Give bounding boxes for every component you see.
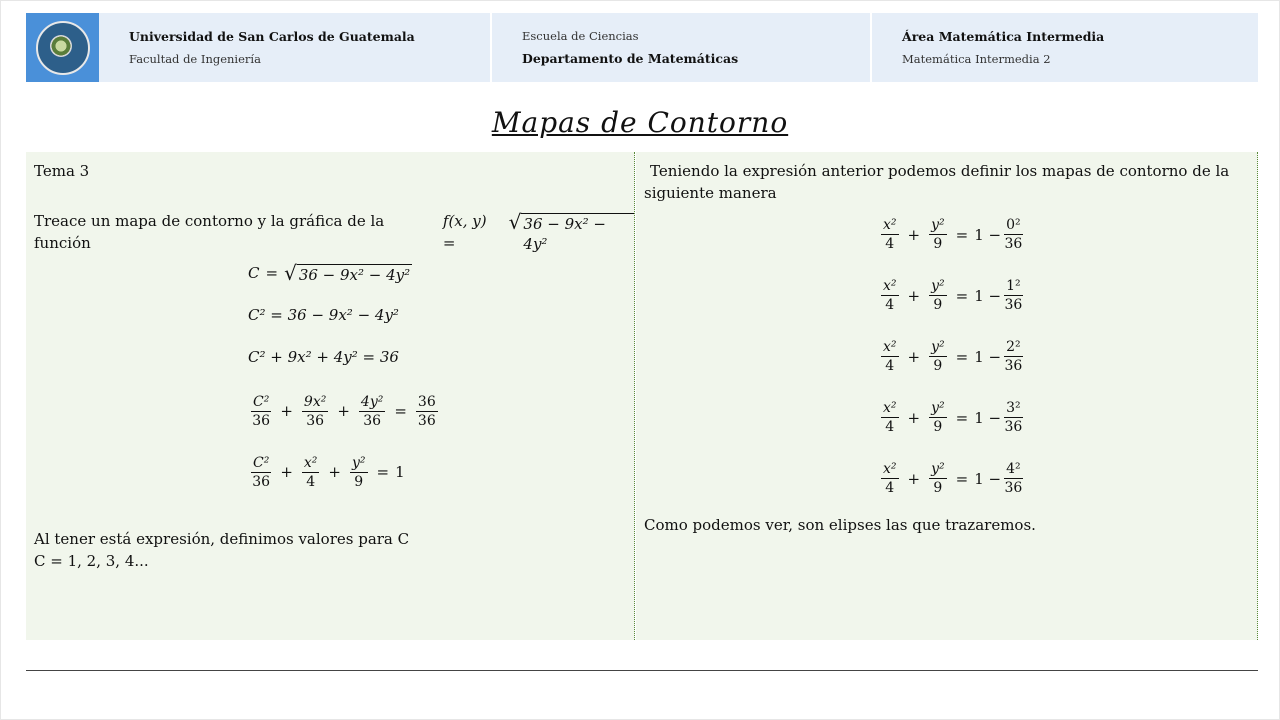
numerator: 3² bbox=[1006, 400, 1021, 416]
eq3-text: C² + 9x² + 4y² = 36 bbox=[248, 348, 399, 366]
numerator: x² bbox=[883, 400, 897, 416]
derivation bbox=[248, 252, 441, 500]
numerator: x² bbox=[883, 461, 897, 477]
numerator: C² bbox=[253, 454, 270, 471]
equals-sign: = bbox=[955, 469, 969, 488]
contour-equations bbox=[878, 204, 1026, 509]
header-cell-department bbox=[492, 13, 872, 82]
equals-sign: = bbox=[376, 463, 390, 481]
footer-rule bbox=[26, 670, 1258, 671]
conclusion-text: Al tener está expresión, definimos valores para C bbox=[34, 530, 410, 548]
plus-sign: + bbox=[907, 408, 921, 427]
plus-sign: + bbox=[328, 463, 341, 481]
fraction bbox=[881, 460, 899, 497]
department-name: Departamento de Matemáticas bbox=[522, 51, 739, 66]
equals-sign: = bbox=[394, 402, 407, 420]
fraction bbox=[881, 399, 899, 436]
university-logo bbox=[26, 13, 99, 82]
faculty-name: Facultad de Ingeniería bbox=[129, 52, 261, 66]
plus-sign: + bbox=[907, 225, 921, 244]
problem-statement bbox=[34, 210, 634, 254]
denominator: 4 bbox=[306, 473, 316, 490]
denominator: 36 bbox=[1004, 480, 1023, 496]
equation-3 bbox=[248, 336, 441, 378]
eq1-lhs: C bbox=[248, 264, 260, 282]
equals-sign: = bbox=[955, 286, 969, 305]
numerator: y² bbox=[931, 217, 945, 233]
denominator: 36 bbox=[1004, 419, 1023, 435]
rhs-constant: 1 − bbox=[974, 469, 1002, 488]
fraction bbox=[416, 393, 438, 430]
plus-sign: + bbox=[907, 469, 921, 488]
fraction bbox=[929, 460, 947, 497]
denominator: 9 bbox=[933, 419, 943, 435]
fraction bbox=[881, 216, 899, 253]
denominator: 9 bbox=[933, 297, 943, 313]
fraction bbox=[929, 277, 947, 314]
function-sqrt bbox=[509, 211, 634, 254]
fraction bbox=[929, 399, 947, 436]
eq1-radicand: 36 − 9x² − 4y² bbox=[298, 265, 411, 284]
numerator: 9x² bbox=[303, 393, 327, 410]
numerator: C² bbox=[253, 393, 270, 410]
plus-sign: + bbox=[907, 286, 921, 305]
equals-sign: = bbox=[265, 264, 279, 282]
equation-1 bbox=[248, 252, 441, 294]
denominator: 36 bbox=[1004, 236, 1023, 252]
function-radicand: 36 − 9x² − 4y² bbox=[521, 213, 634, 254]
plus-sign: + bbox=[337, 402, 350, 420]
denominator: 36 bbox=[1004, 297, 1023, 313]
fraction bbox=[302, 454, 320, 491]
area-name: Área Matemática Intermedia bbox=[902, 29, 1105, 44]
equals-sign: = bbox=[955, 347, 969, 366]
equals-sign: = bbox=[955, 225, 969, 244]
equation-2 bbox=[248, 294, 441, 336]
fraction bbox=[302, 393, 328, 430]
right-panel bbox=[636, 152, 1258, 640]
course-name: Matemática Intermedia 2 bbox=[902, 52, 1051, 66]
eq1-sqrt bbox=[284, 262, 412, 285]
fraction bbox=[1004, 216, 1023, 253]
left-panel bbox=[26, 152, 635, 640]
denominator: 36 bbox=[252, 473, 271, 490]
fraction bbox=[359, 393, 385, 430]
university-name: Universidad de San Carlos de Guatemala bbox=[129, 29, 415, 44]
fraction bbox=[251, 454, 271, 491]
equals-sign: = bbox=[955, 408, 969, 427]
denominator: 4 bbox=[885, 236, 895, 252]
numerator: y² bbox=[352, 454, 366, 471]
rhs-constant: 1 − bbox=[974, 347, 1002, 366]
denominator: 4 bbox=[885, 297, 895, 313]
fraction bbox=[1004, 399, 1023, 436]
contour-equation bbox=[878, 448, 1026, 509]
plus-sign: + bbox=[280, 463, 293, 481]
denominator: 9 bbox=[933, 236, 943, 252]
eq2-text: C² = 36 − 9x² − 4y² bbox=[248, 306, 399, 324]
rhs-constant: 1 − bbox=[974, 408, 1002, 427]
denominator: 9 bbox=[933, 358, 943, 374]
fraction bbox=[1004, 338, 1023, 375]
contour-equation bbox=[878, 326, 1026, 387]
denominator: 4 bbox=[885, 480, 895, 496]
school-name: Escuela de Ciencias bbox=[522, 29, 639, 43]
denominator: 9 bbox=[354, 473, 364, 490]
fraction bbox=[881, 277, 899, 314]
closing-text: Como podemos ver, son elipses las que trazaremos. bbox=[644, 516, 1036, 534]
numerator: 4² bbox=[1006, 461, 1021, 477]
numerator: y² bbox=[931, 278, 945, 294]
rhs-constant: 1 − bbox=[974, 225, 1002, 244]
denominator: 4 bbox=[885, 358, 895, 374]
sqrt-icon: √ bbox=[508, 209, 522, 234]
plus-sign: + bbox=[280, 402, 293, 420]
fraction bbox=[1004, 277, 1023, 314]
values-text: C = 1, 2, 3, 4... bbox=[34, 552, 149, 570]
fraction bbox=[1004, 460, 1023, 497]
sqrt-icon: √ bbox=[284, 260, 297, 285]
header-cell-area bbox=[872, 13, 1258, 82]
numerator: 36 bbox=[417, 393, 436, 410]
fraction bbox=[251, 393, 271, 430]
equation-5 bbox=[248, 444, 441, 500]
contour-equation bbox=[878, 387, 1026, 448]
numerator: x² bbox=[883, 278, 897, 294]
numerator: x² bbox=[303, 454, 318, 471]
eq5-rhs: 1 bbox=[395, 463, 405, 481]
numerator: y² bbox=[931, 461, 945, 477]
denominator: 36 bbox=[1004, 358, 1023, 374]
plus-sign: + bbox=[907, 347, 921, 366]
equation-4 bbox=[248, 378, 441, 444]
topic-label: Tema 3 bbox=[34, 162, 90, 180]
function-lhs: f(x, y) = bbox=[442, 212, 487, 252]
numerator: 1² bbox=[1006, 278, 1021, 294]
contour-equation bbox=[878, 265, 1026, 326]
denominator: 36 bbox=[306, 412, 325, 429]
denominator: 36 bbox=[363, 412, 382, 429]
numerator: x² bbox=[883, 217, 897, 233]
numerator: 4y² bbox=[360, 393, 384, 410]
numerator: 0² bbox=[1006, 217, 1021, 233]
page-title: Mapas de Contorno bbox=[491, 106, 789, 139]
numerator: 2² bbox=[1006, 339, 1021, 355]
header-cell-university bbox=[99, 13, 492, 82]
denominator: 36 bbox=[252, 412, 271, 429]
fraction bbox=[350, 454, 368, 491]
fraction bbox=[929, 216, 947, 253]
denominator: 36 bbox=[417, 412, 436, 429]
prompt-text: Treace un mapa de contorno y la gráfica de la función bbox=[34, 212, 385, 252]
numerator: y² bbox=[931, 400, 945, 416]
rhs-constant: 1 − bbox=[974, 286, 1002, 305]
fraction bbox=[929, 338, 947, 375]
denominator: 9 bbox=[933, 480, 943, 496]
intro-text: Teniendo la expresión anterior podemos definir los mapas de contorno de la siguiente manera bbox=[644, 162, 1230, 202]
contour-equation bbox=[878, 204, 1026, 265]
seal-icon bbox=[36, 21, 90, 75]
numerator: y² bbox=[931, 339, 945, 355]
fraction bbox=[881, 338, 899, 375]
header-bar bbox=[26, 13, 1258, 82]
numerator: x² bbox=[883, 339, 897, 355]
denominator: 4 bbox=[885, 419, 895, 435]
